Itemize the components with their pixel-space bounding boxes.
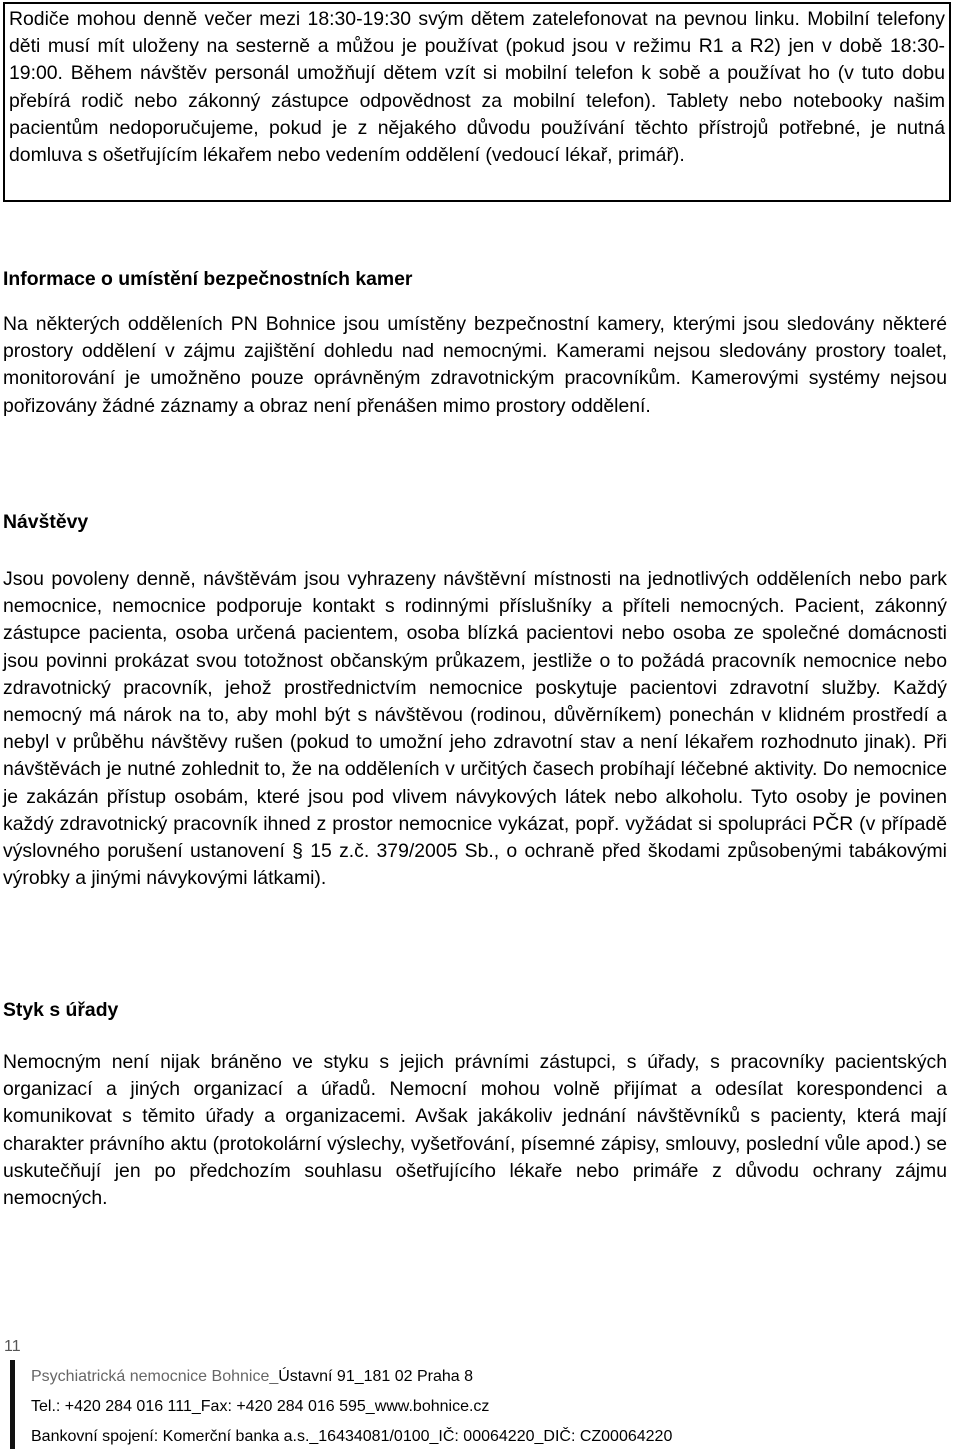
section-heading: Návštěvy (3, 511, 89, 533)
section-cameras (3, 267, 947, 420)
organization-address: Ústavní 91_181 02 Praha 8 (278, 1368, 474, 1385)
highlighted-notice-box (3, 2, 951, 202)
organization-name: Psychiatrická nemocnice Bohnice_ (31, 1368, 279, 1385)
section-body: Jsou povoleny denně, návštěvám jsou vyhrazeny návštěvní místnosti na jednotlivých odděleních nebo park nemocnice, nemocnice podporuje kontakt s rodinnými příslušníky a příteli nemocných. Pacient, zákonný zástupce pacienta, osoba určená pacientem, osoba blízká pacientovi nebo osoba ze společné domácnosti jsou povinni prokázat svou totožnost občanským průkazem, jestliže o to požádá pracovník nemocnice nebo zdravotnický pracovník, jehož prostřednictvím nemocnice poskytuje pacientovi zdravotní služby. Každý nemocný má nárok na to, aby mohl být s návštěvou (rodinou, důvěrníkem) ponechán v klidném prostředí a nebyl v průběhu návštěvy rušen (pokud to umožní jeho zdravotní stav a není lékařem rozhodnuto jinak). Při návštěvách je nutné zohlednit to, že na odděleních v určitých časech probíhají léčebné aktivity. Do nemocnice je zakázán přístup osobám, které jsou pod vlivem návykových látek nebo alkoholu. Tyto osoby je povinen každý zdravotnický pracovník ihned z prostor nemocnice vykázat, popř. vyžádat si spolupráci PČR (v případě výslovného porušení ustanovení § 15 z.č. 379/2005 Sb., o ochraně před škodami způsobenými tabákovými výrobky a jinými návykovými látkami). (3, 568, 947, 890)
footer-contact-line: Tel.: +420 284 016 111_Fax: +420 284 016 595_www.bohnice.cz (31, 1398, 490, 1415)
section-heading: Informace o umístění bezpečnostních kamer (3, 268, 413, 290)
footer (31, 1366, 672, 1456)
page-number: 11 (4, 1338, 21, 1355)
section-authorities (3, 998, 947, 1212)
phone-policy-paragraph: Rodiče mohou denně večer mezi 18:30-19:30 svým dětem zatelefonovat na pevnou linku. Mobilní telefony děti musí mít uloženy na sesterně a můžou je používat (pokud jsou v režimu R1 a R2) jen v době 18:30-19:00. Během návštěv personál umožňují dětem vzít si mobilní telefon k sobě a používat ho (v tuto dobu přebírá rodič nebo zákonný zástupce odpovědnost za mobilní telefon). Tablety nebo notebooky našim pacientům nedoporučujeme, pokud je z nějakého důvodu používání těchto přístrojů potřebné, je nutná domluva s ošetřujícím lékařem nebo vedením oddělení (vedoucí lékař, primář). (9, 8, 945, 167)
section-body: Na některých odděleních PN Bohnice jsou umístěny bezpečnostní kamery, kterými jsou sledovány některé prostory oddělení v zájmu zajištění dohledu nad nemocnými. Kamerami nejsou sledovány prostory toalet, monitorování je umožněno pouze oprávněným zdravotnickým pracovníkům. Kamerovými systémy nejsou pořizovány žádné záznamy a obraz není přenášen mimo prostory oddělení. (3, 313, 947, 417)
section-body: Nemocným není nijak bráněno ve styku s jejich právními zástupci, s úřady, s pracovníky pacientských organizací a jiných organizací a úřadů. Nemocní mohou volně přijímat a odesílat korespondenci a komunikovat s těmito úřady a organizacemi. Avšak jakákoliv jednání návštěvníků s pacienty, která mají charakter právního aktu (protokolární výslechy, vyšetřování, písemné zápisy, smlouvy, poslední vůle apod.) se uskutečňují jen po předchozím souhlasu ošetřujícího lékaře nebo primáře z důvodu ochrany zájmu nemocných. (3, 1051, 947, 1210)
footer-divider-bar (10, 1360, 15, 1449)
section-heading: Styk s úřady (3, 999, 119, 1021)
section-visits (3, 510, 947, 892)
footer-address-line (31, 1366, 672, 1396)
footer-bank-line: Bankovní spojení: Komerční banka a.s._16434081/0100_IČ: 00064220_DIČ: CZ00064220 (31, 1428, 673, 1445)
